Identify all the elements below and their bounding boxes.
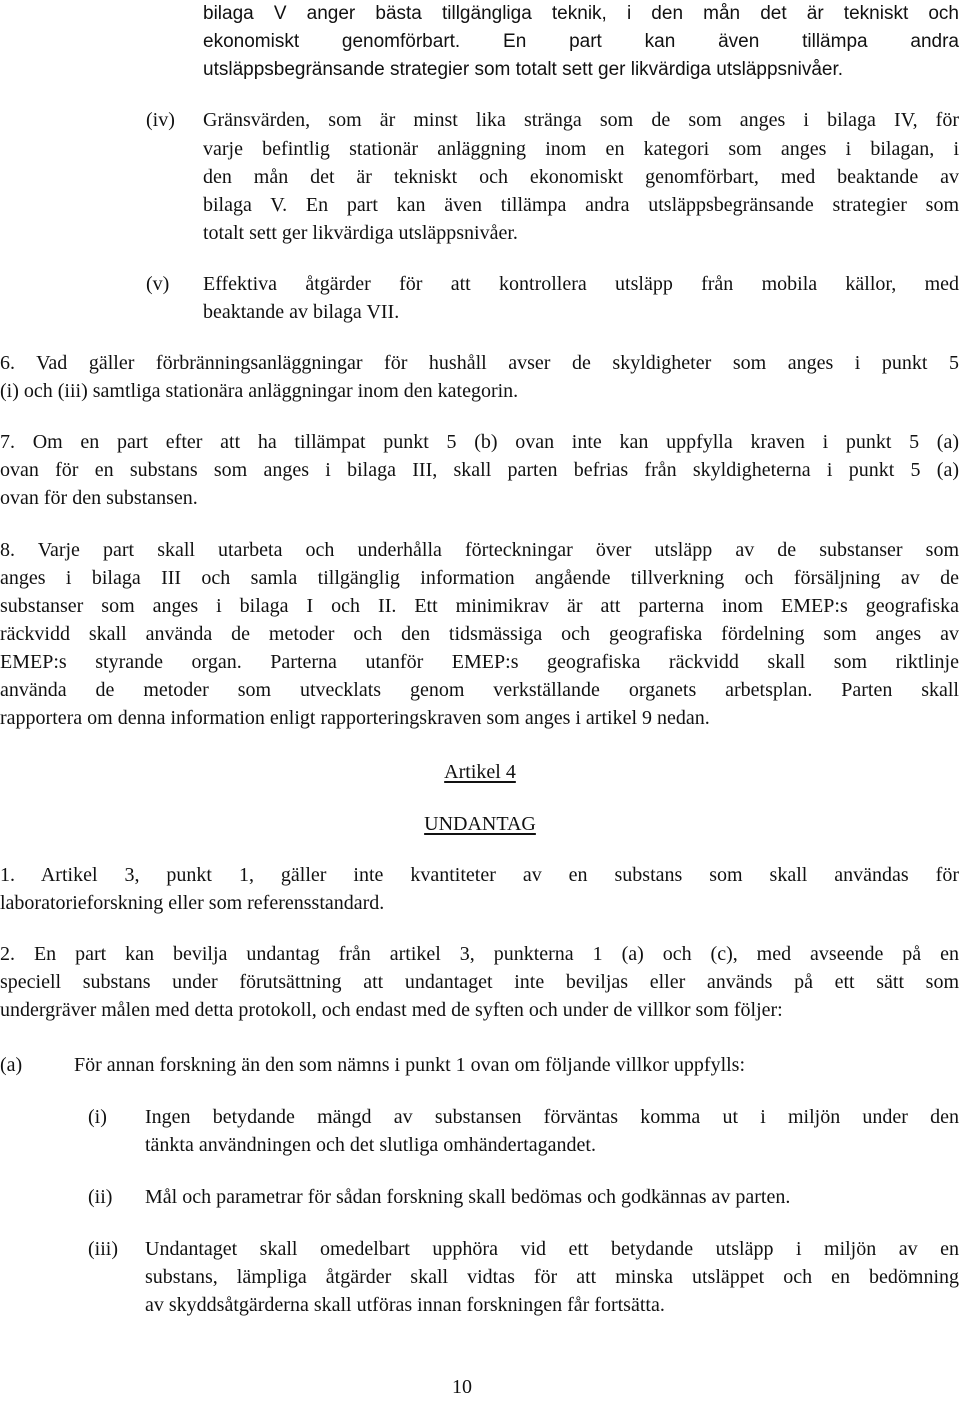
text-line: den mån det är tekniskt och ekonomiskt genomförbart, med beaktande av: [203, 166, 959, 188]
list-marker: (ii): [88, 1186, 113, 1208]
text-line: ovan för den substansen.: [0, 487, 198, 509]
text-line: EMEP:s styrande organ. Parterna utanför EMEP:s geografiska räckvidd skall som riktlinje: [0, 651, 959, 673]
text-line: Gränsvärden, som är minst lika stränga som de som anges i bilaga IV, för: [203, 109, 959, 131]
list-marker: (a): [0, 1054, 23, 1076]
text-line: 6. Vad gäller förbränningsanläggningar för hushåll avser de skyldigheter som anges i punkt 5: [0, 352, 959, 374]
text-line: Mål och parametrar för sådan forskning skall bedömas och godkännas av parten.: [145, 1186, 791, 1208]
text-line: Ingen betydande mängd av substansen förväntas komma ut i miljön under den: [145, 1106, 959, 1128]
text-line: ekonomiskt genomförbart. En part kan även tillämpa andra: [203, 31, 959, 52]
text-line: 2. En part kan bevilja undantag från artikel 3, punkterna 1 (a) och (c), med avseende på en: [0, 943, 959, 965]
text-line: 1. Artikel 3, punkt 1, gäller inte kvantiteter av en substans som skall användas för: [0, 864, 959, 886]
text-line: Effektiva åtgärder för att kontrollera utsläpp från mobila källor, med: [203, 273, 959, 295]
text-line: räckvidd skall använda de metoder och den tidsmässiga och geografiska fördelning som anges av: [0, 623, 959, 645]
text-line: bilaga V. En part kan även tillämpa andra utsläppsbegränsande strategier som: [203, 194, 959, 216]
text-line: substans, lämpliga åtgärder skall vidtas för att minska utsläppet och en bedömning: [145, 1266, 959, 1288]
text-line: av skyddsåtgärderna skall utföras innan forskningen får fortsätta.: [145, 1294, 665, 1316]
text-line: totalt sett ger likvärdiga utsläppsnivåer.: [203, 222, 518, 244]
text-line: bilaga V anger bästa tillgängliga teknik, i den mån det är tekniskt och: [203, 3, 959, 24]
text-line: laboratorieforskning eller som referensstandard.: [0, 892, 385, 914]
text-line: tänkta användningen och det slutliga omhändertagandet.: [145, 1134, 596, 1156]
text-line: utsläppsbegränsande strategier som totalt sett ger likvärdiga utsläppsnivåer.: [203, 59, 844, 80]
text-line: rapportera om denna information enligt rapporteringskraven som anges i artikel 9 nedan.: [0, 707, 710, 729]
text-line: 8. Varje part skall utarbeta och underhålla förteckningar över utsläpp av de substanser som: [0, 539, 959, 561]
text-line: (i) och (iii) samtliga stationära anläggningar inom den kategorin.: [0, 380, 519, 402]
text-line: Undantaget skall omedelbart upphöra vid ett betydande utsläpp i miljön av en: [145, 1238, 959, 1260]
list-marker: (iv): [146, 109, 175, 131]
text-line: anges i bilaga III och samla tillgänglig information angående tillverkning och försäljning av de: [0, 567, 959, 589]
text-line: beaktande av bilaga VII.: [203, 301, 400, 323]
list-marker: (v): [146, 273, 170, 295]
text-line: 7. Om en part efter att ha tillämpat punkt 5 (b) ovan inte kan uppfylla kraven i punkt 5 (a): [0, 431, 959, 453]
text-line: substanser som anges i bilaga I och II. Ett minimikrav är att parterna inom EMEP:s geografiska: [0, 595, 959, 617]
text-line: ovan för en substans som anges i bilaga III, skall parten befrias från skyldigheterna i punkt 5 (a): [0, 459, 959, 481]
article-number: Artikel 4: [444, 761, 516, 783]
text-line: använda de metoder som utvecklats genom verkställande organets arbetsplan. Parten skall: [0, 679, 959, 701]
text-line: undergräver målen med detta protokoll, och endast med de syften och under de villkor som följer:: [0, 999, 783, 1021]
list-marker: (iii): [88, 1238, 118, 1260]
text-line: För annan forskning än den som nämns i punkt 1 ovan om följande villkor uppfylls:: [74, 1054, 746, 1076]
list-marker: (i): [88, 1106, 107, 1128]
page-number: 10: [452, 1376, 472, 1398]
text-line: speciell substans under förutsättning att undantaget inte beviljas eller används på ett sätt som: [0, 971, 959, 993]
article-title: UNDANTAG: [424, 813, 536, 835]
text-line: varje befintlig stationär anläggning inom en kategori som anges i bilagan, i: [203, 138, 959, 160]
